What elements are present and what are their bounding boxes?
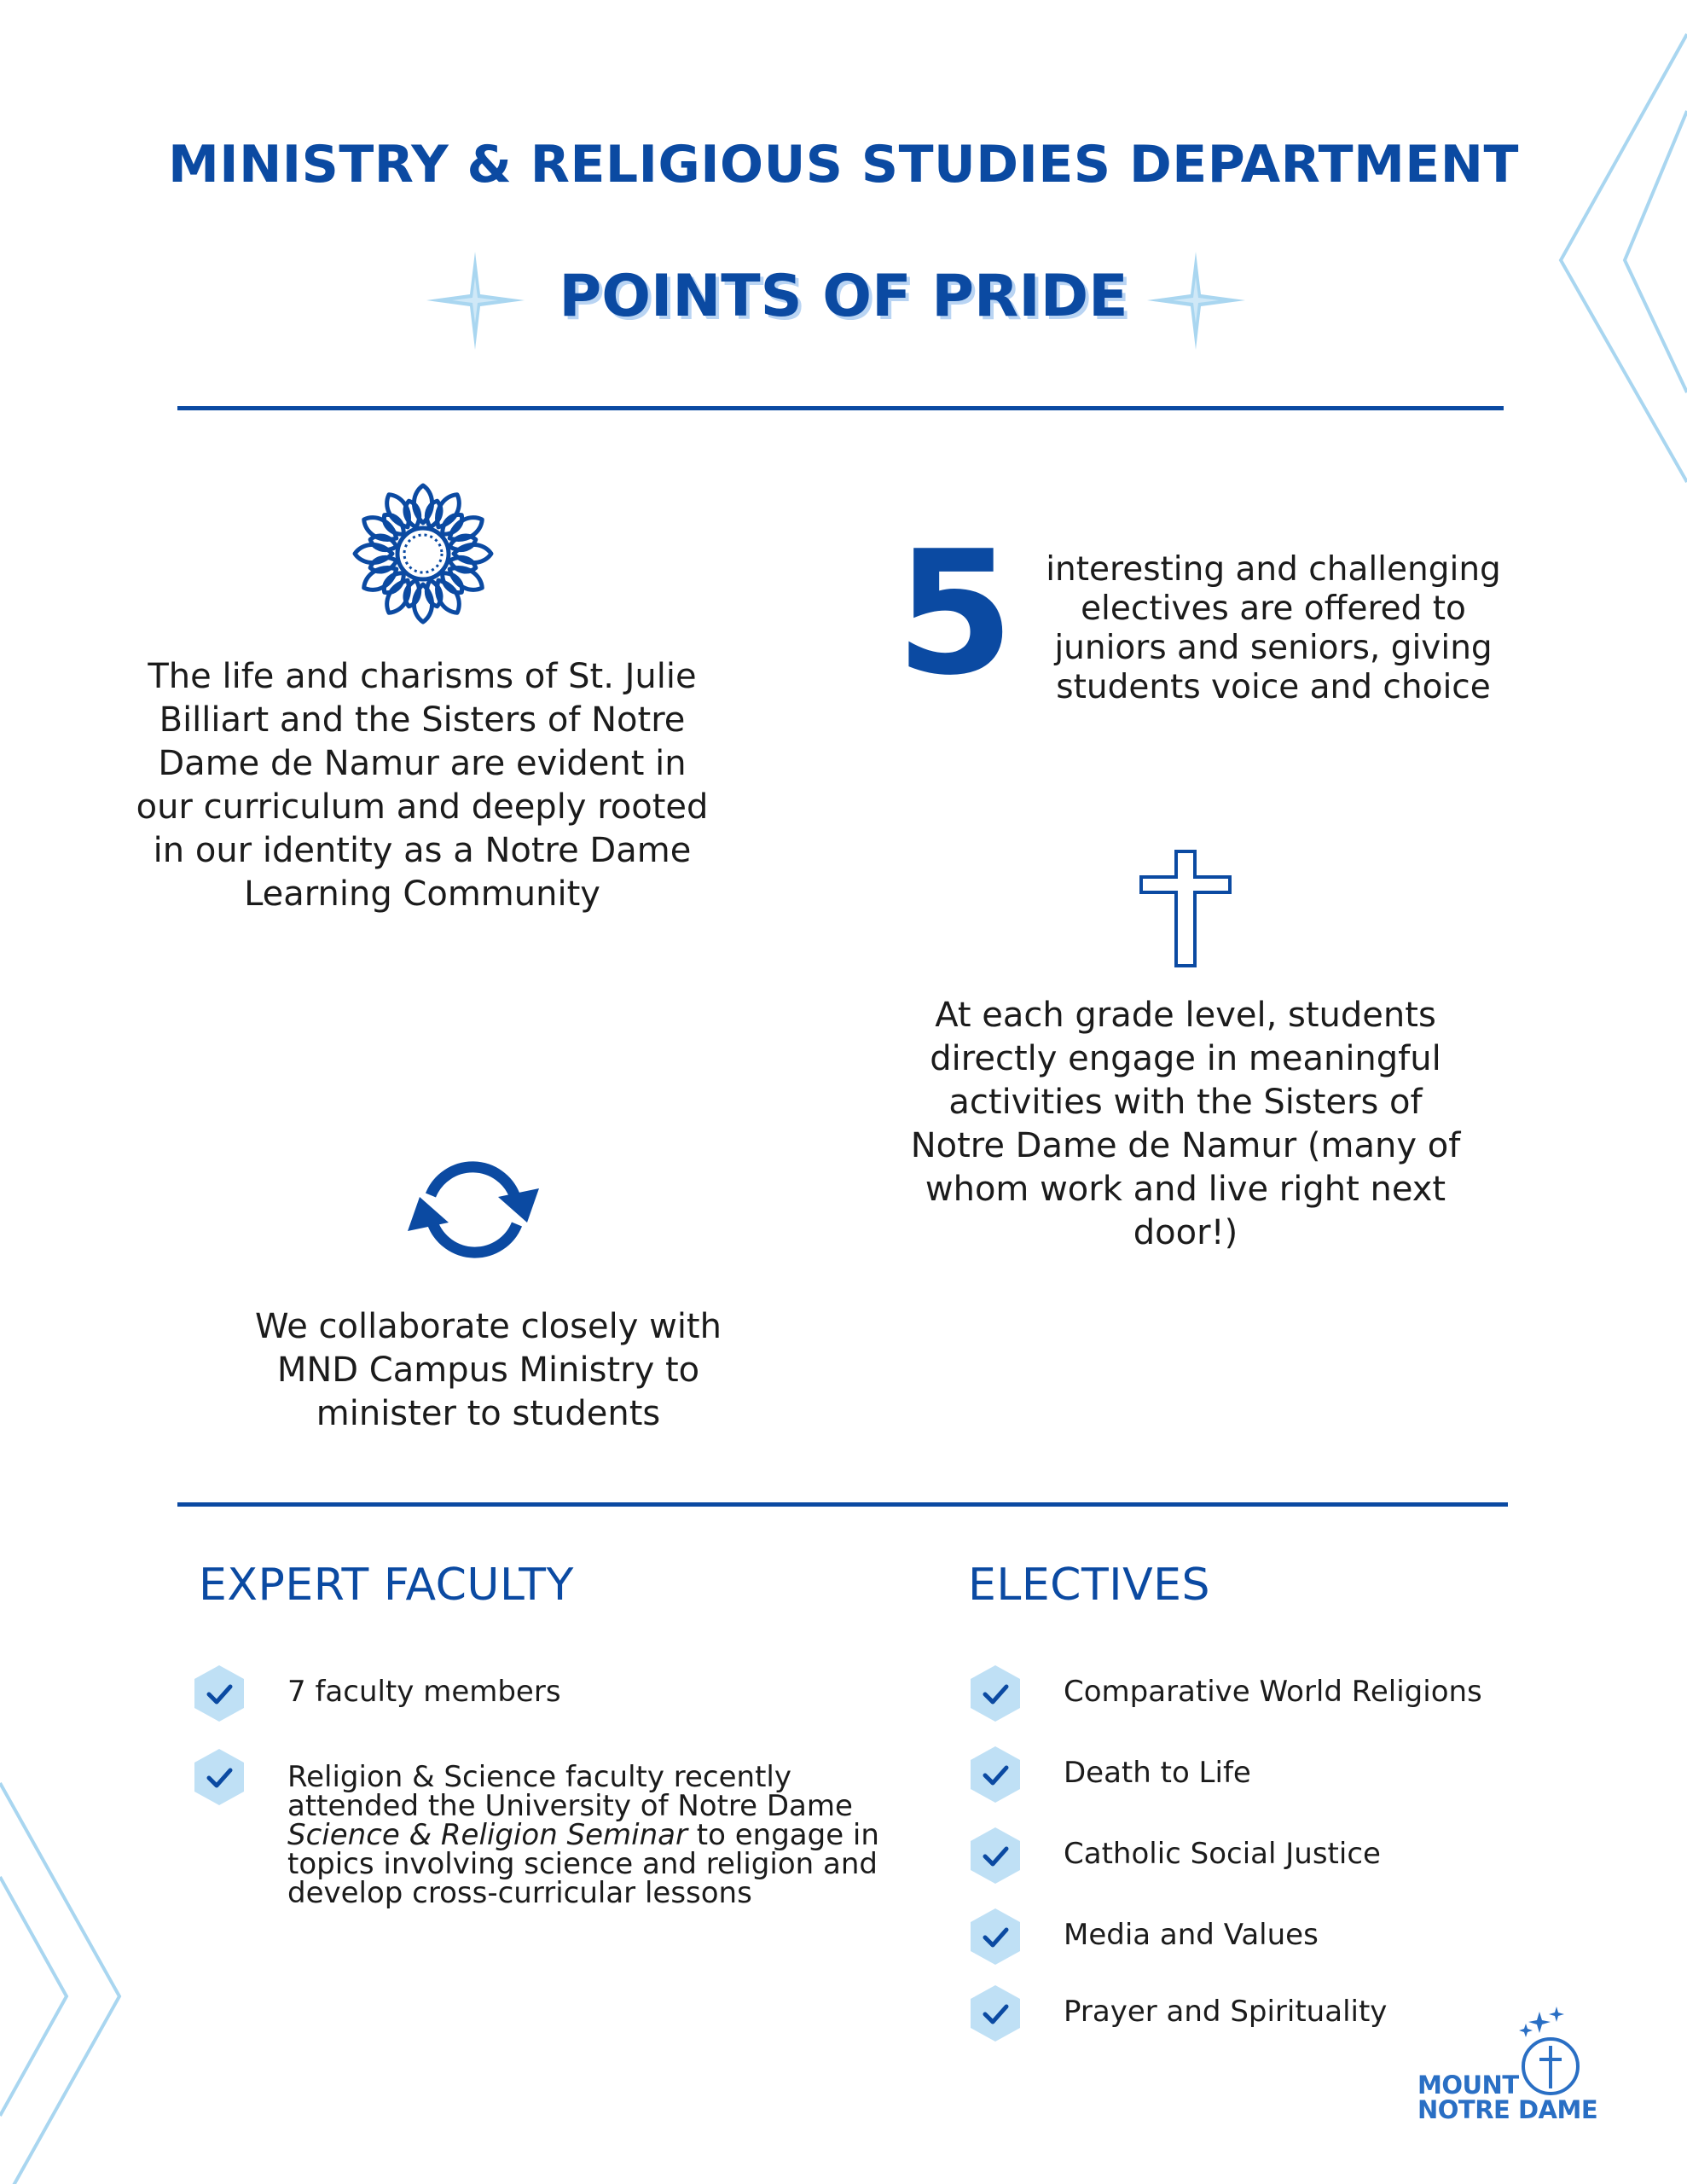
elective-item-text: Prayer and Spirituality (1064, 1995, 1388, 2029)
check-icon (965, 1745, 1025, 1804)
expert-faculty-title: EXPERT FACULTY (199, 1560, 574, 1611)
faculty-item-text: to engage in topics involving science and religion and develop cross-curricular lessons (287, 1818, 879, 1910)
elective-item-text: Comparative World Religions (1064, 1675, 1482, 1709)
bottom-divider (177, 1502, 1508, 1507)
faculty-item-text: Religion & Science faculty recently attended the University of Notre Dame (287, 1760, 853, 1823)
check-icon (189, 1664, 249, 1723)
elective-item-text: Catholic Social Justice (1064, 1837, 1381, 1871)
electives-list (965, 1664, 1580, 2043)
check-icon (965, 1664, 1025, 1723)
logo-line-notre-dame: NOTRE DAME (1417, 2095, 1598, 2124)
list-item (189, 1747, 889, 1908)
cross-icon (1139, 849, 1232, 968)
check-icon (965, 1984, 1025, 2043)
refresh-icon (403, 1147, 544, 1271)
list-item (189, 1664, 889, 1723)
logo-line-mount: MOUNT (1417, 2071, 1519, 2100)
list-item (965, 1664, 1580, 1723)
elective-item-text: Death to Life (1064, 1756, 1251, 1790)
charisms-text: The life and charisms of St. Julie Billiart and the Sisters of Notre Dame de Namur are evident in our curriculum and deeply rooted in our identity as a Notre Dame Learning Community (136, 657, 709, 914)
ministry-text: We collaborate closely with MND Campus Ministry to minister to students (255, 1307, 722, 1433)
sparkle-icon (1147, 252, 1245, 350)
electives-title: ELECTIVES (968, 1560, 1211, 1611)
seminar-name: Science & Religion Seminar (287, 1818, 687, 1852)
elective-item-text: Media and Values (1064, 1918, 1319, 1952)
logo-text (1417, 2073, 1597, 2123)
flower-icon (351, 482, 495, 625)
check-icon (965, 1907, 1025, 1966)
check-icon (965, 1826, 1025, 1885)
electives-summary-text: interesting and challenging electives are offered to juniors and seniors, giving students voice and choice (1046, 550, 1501, 706)
list-item (965, 1826, 1580, 1885)
faculty-item-text: 7 faculty members (287, 1675, 561, 1709)
sisters-text: At each grade level, students directly engage in meaningful activities with the Sisters of Notre Dame de Namur (many of whom work and live right next door!) (910, 996, 1461, 1252)
points-of-pride-title: POINTS OF PRIDE (559, 263, 1128, 330)
department-title: MINISTRY & RELIGIOUS STUDIES DEPARTMENT (168, 135, 1519, 195)
top-divider (177, 406, 1504, 410)
list-item (965, 1745, 1580, 1804)
check-icon (189, 1747, 249, 1807)
faculty-list (189, 1664, 889, 1908)
pride-header (0, 256, 1687, 341)
electives-count: 5 (896, 514, 1015, 713)
list-item (965, 1907, 1580, 1966)
